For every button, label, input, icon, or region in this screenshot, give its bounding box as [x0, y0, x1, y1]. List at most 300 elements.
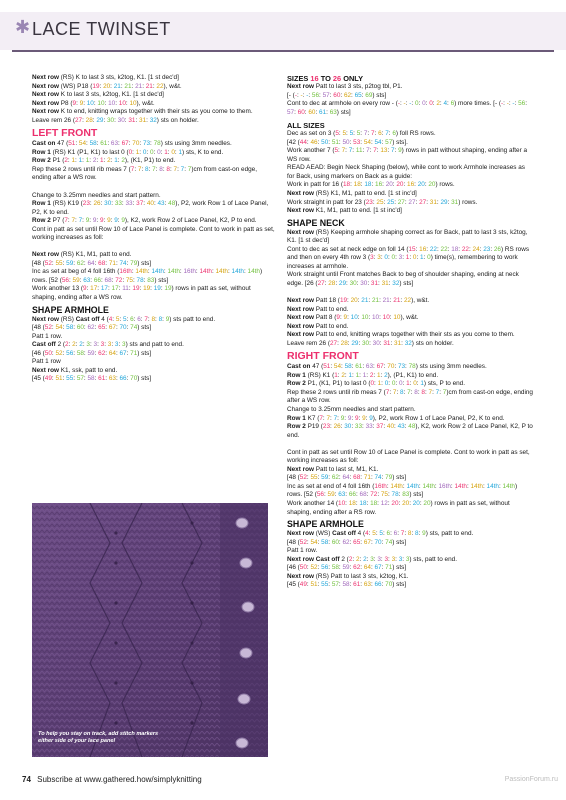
text-run: : — [404, 423, 409, 431]
text-run: Dec as set on 3 ( — [287, 130, 336, 138]
text-run: : — [143, 276, 148, 284]
text-run: READ AEAD: Begin Neck Shaping (below), while cont to work Armhole increases as for Back, using markers on Back as a guide: — [287, 164, 525, 180]
size-value: 37 — [376, 423, 384, 431]
instruction-paragraph — [287, 323, 533, 332]
size-value: 10 — [371, 314, 380, 322]
text-run: : — [104, 99, 109, 107]
text-run: Work straight until Front matches Back to beg of shoulder shaping, ending at neck edge. [26 ( — [287, 271, 519, 287]
text-run: Next row — [287, 305, 314, 313]
text-run: : — [227, 268, 232, 276]
spacer — [32, 183, 276, 192]
text-run: : — [118, 140, 122, 148]
size-value: 7 — [341, 147, 346, 155]
text-run: : — [359, 371, 363, 379]
size-value: 61 — [319, 108, 327, 116]
size-value: 14th — [151, 268, 164, 276]
text-run: : — [415, 245, 420, 253]
text-run: : — [83, 259, 88, 267]
size-value: 3 — [370, 254, 374, 262]
size-value: 64 — [342, 474, 350, 482]
text-run: : — [121, 200, 126, 208]
text-run: : — [411, 100, 415, 108]
instruction-paragraph — [32, 74, 276, 83]
text-run: : — [328, 474, 332, 482]
text-run: : — [375, 530, 380, 538]
text-run: : — [328, 564, 332, 572]
size-value: 5 — [342, 130, 346, 138]
size-value: 6 — [450, 100, 455, 108]
text-run: Next row — [287, 331, 314, 339]
text-run: : — [366, 555, 371, 563]
text-run: : — [140, 315, 145, 323]
size-value: 2 — [72, 341, 76, 349]
text-run: Patt to end. — [314, 305, 349, 313]
page-footer — [22, 775, 202, 784]
text-run: [- ( — [287, 91, 295, 99]
size-value: 3 — [377, 555, 381, 563]
size-value: 14th — [231, 268, 244, 276]
text-run: Cast off — [32, 341, 56, 349]
header-rule — [12, 50, 554, 52]
size-value: 50 — [44, 349, 52, 357]
size-value: 31 — [139, 116, 147, 124]
text-run: : — [133, 315, 138, 323]
size-value: 6 — [393, 530, 398, 538]
text-run: : — [103, 157, 108, 165]
size-value: 0 — [398, 380, 403, 388]
text-run: : — [82, 116, 86, 124]
size-value: - — [294, 91, 297, 99]
text-run: : — [338, 474, 343, 482]
size-value: 66 — [93, 276, 101, 284]
size-value: 61 — [353, 581, 361, 589]
size-value: 1 — [362, 371, 367, 379]
text-run: 47 ( — [310, 363, 324, 371]
text-run: : — [439, 100, 444, 108]
size-value: 7 — [400, 530, 405, 538]
text-run: : — [345, 491, 349, 499]
size-value: 7 — [385, 388, 390, 396]
text-run: : — [346, 279, 350, 287]
size-value: 56 — [61, 276, 69, 284]
text-run: : — [184, 165, 188, 173]
text-run: : — [89, 217, 93, 225]
size-value: 33 — [354, 423, 363, 431]
text-run: : — [82, 157, 86, 165]
text-run: ) sts, P to end. — [423, 380, 466, 388]
size-value: 30 — [344, 423, 352, 431]
size-value: 75 — [125, 276, 133, 284]
text-run: : — [83, 324, 88, 332]
size-value: 20 — [417, 181, 425, 189]
text-run: : — [416, 254, 421, 262]
size-value: 30 — [104, 200, 112, 208]
text-run: ) sts] — [392, 581, 407, 589]
instruction-paragraph — [287, 314, 533, 323]
size-value: 1 — [405, 254, 410, 262]
text-run: : — [97, 341, 101, 349]
size-value: 62 — [76, 259, 84, 267]
text-run: : — [394, 198, 398, 206]
text-run: : — [380, 555, 385, 563]
text-run: : — [345, 147, 349, 155]
size-value: 66 — [348, 491, 356, 499]
photo-caption: To help you stay on track, add stitch markers either side of your lace panel — [38, 731, 159, 744]
size-value: 8 — [166, 165, 170, 173]
size-value: 59 — [321, 474, 329, 482]
text-run: : — [110, 217, 115, 225]
text-run: : — [351, 91, 355, 99]
text-run: ) sts] — [392, 564, 407, 572]
text-run: ), P2, work Row 1 of Lace Panel, P2, K to end. — [372, 414, 505, 422]
text-run: : — [366, 371, 370, 379]
text-run: : — [358, 339, 362, 347]
size-value: 60 — [297, 108, 305, 116]
size-value: 7 — [78, 217, 83, 225]
text-run: : — [139, 285, 144, 293]
text-run: : — [399, 100, 404, 108]
text-run: : — [426, 198, 430, 206]
size-value: 18 — [359, 499, 367, 507]
size-value: 63 — [363, 581, 371, 589]
text-run: : — [418, 482, 423, 490]
text-run: : — [387, 147, 391, 155]
text-run: : — [131, 82, 136, 90]
size-value: 70 — [130, 375, 138, 383]
size-value: 7 — [64, 217, 68, 225]
right-column — [287, 74, 533, 590]
text-run: : — [92, 116, 97, 124]
size-value: 59 — [342, 564, 350, 572]
text-run: ALL SIZES — [287, 121, 325, 131]
instruction-paragraph — [287, 573, 533, 582]
text-run: : — [349, 474, 354, 482]
size-value: 25 — [376, 198, 384, 206]
size-value: 79 — [385, 474, 393, 482]
text-run: : — [381, 474, 386, 482]
text-run: : — [373, 254, 378, 262]
text-run: )cm from cast-on edge, ending after a WS row. — [32, 165, 258, 182]
size-value: 0 — [149, 148, 154, 156]
text-run: : — [99, 82, 104, 90]
subscribe-link[interactable]: Subscribe at www.gathered.how/simplyknitting — [37, 775, 202, 784]
size-value: 2 — [341, 371, 345, 379]
text-run: : — [514, 100, 519, 108]
instruction-paragraph — [32, 341, 276, 350]
instruction-paragraph — [287, 164, 533, 181]
text-run: : — [341, 363, 345, 371]
text-run: : — [352, 371, 356, 379]
text-run: : — [317, 538, 322, 546]
size-value: 25 — [387, 198, 395, 206]
size-value: 54 — [310, 538, 318, 546]
size-value: 53 — [353, 138, 361, 146]
instruction-paragraph — [32, 157, 276, 166]
text-run: : — [82, 341, 87, 349]
size-value: 7 — [326, 414, 331, 422]
text-run: : — [94, 375, 99, 383]
text-run: : — [110, 82, 114, 90]
text-run: : — [370, 474, 375, 482]
text-run: : — [374, 380, 378, 388]
text-run: : — [466, 482, 471, 490]
size-value: 14th — [486, 482, 499, 490]
text-run: Row 1 — [287, 414, 306, 422]
text-run: ) sts] — [409, 491, 424, 499]
size-value: 58 — [321, 538, 329, 546]
size-value: 75 — [380, 491, 388, 499]
text-run: : — [93, 99, 98, 107]
text-run: : — [360, 130, 364, 138]
text-run: : — [150, 140, 154, 148]
size-value: 31 — [394, 339, 402, 347]
text-run: : — [419, 499, 424, 507]
instruction-paragraph — [32, 192, 276, 201]
size-value: 6 — [392, 130, 396, 138]
text-run: : — [83, 99, 87, 107]
size-value: 5 — [372, 530, 376, 538]
size-value: 0 — [414, 100, 419, 108]
text-run: : — [105, 349, 109, 357]
text-run: : — [164, 200, 169, 208]
size-value: 23 — [365, 198, 373, 206]
size-value: 27 — [317, 279, 325, 287]
text-run: : — [163, 268, 168, 276]
text-run: Next row — [32, 315, 59, 323]
size-value: 52 — [55, 349, 63, 357]
size-value: 4 — [443, 100, 447, 108]
text-run: : — [396, 388, 400, 396]
size-value: 9 — [121, 217, 125, 225]
size-value: 52 — [299, 538, 307, 546]
size-value: 15 — [408, 245, 416, 253]
text-run: : — [381, 538, 386, 546]
text-run: : — [352, 147, 356, 155]
size-value: 2 — [436, 100, 440, 108]
instruction-paragraph — [287, 466, 533, 475]
size-value: 3 — [384, 555, 388, 563]
size-value: 7 — [180, 165, 185, 173]
text-run: Next row — [287, 83, 314, 90]
size-value: 70 — [387, 363, 395, 371]
size-value: 74 — [130, 324, 138, 332]
size-value: 21 — [382, 296, 390, 304]
size-value: 23 — [322, 423, 330, 431]
text-run: ), (K1, P1) to end. — [124, 157, 176, 165]
size-value: 52 — [310, 564, 318, 572]
text-run: Change to 3.25mm needles and start pattern. — [32, 191, 161, 199]
text-run: [48 ( — [287, 538, 300, 546]
text-run: : — [96, 157, 100, 165]
text-run: : — [150, 285, 154, 293]
text-run: : — [322, 414, 327, 422]
size-value: 10 — [350, 314, 358, 322]
text-run: : — [340, 423, 345, 431]
instruction-paragraph — [32, 375, 276, 384]
text-run: : — [132, 148, 136, 156]
text-run: : — [146, 116, 150, 124]
text-run: Patt 1 row. — [32, 332, 63, 340]
text-run: : — [142, 82, 146, 90]
instruction-paragraph — [32, 91, 276, 100]
text-run: ), K2, work Row 2 of Lace Panel, K2, P to end. — [124, 217, 257, 225]
size-value: 55 — [55, 259, 63, 267]
text-run: ) sts] — [336, 108, 351, 116]
text-run: Cont to dec at armhole on every row - ( — [287, 100, 398, 108]
size-value: 5 — [379, 530, 383, 538]
size-value: 14th — [422, 482, 435, 490]
text-run: : — [94, 259, 99, 267]
text-run: Patt to end. — [314, 322, 349, 330]
text-run: : — [115, 324, 120, 332]
text-run: : — [338, 147, 342, 155]
text-run: : — [338, 538, 343, 546]
text-run: : — [373, 555, 378, 563]
size-value: 7 — [428, 388, 433, 396]
size-value: 57 — [331, 581, 339, 589]
size-value: 22 — [440, 245, 448, 253]
instruction-paragraph — [287, 181, 533, 190]
text-run: Work in patt for 16 ( — [287, 181, 343, 189]
text-run: Cast off — [315, 555, 340, 563]
size-value: - — [300, 91, 303, 99]
size-value: 16th — [374, 482, 387, 490]
size-value: 14th — [406, 482, 419, 490]
text-run: )cm from cast-on edge, ending after a WS row. — [287, 388, 533, 405]
size-value: 9 — [422, 530, 426, 538]
asterisk-icon: ✱ — [15, 17, 31, 38]
text-run: : — [139, 140, 143, 148]
text-run: Next row — [287, 322, 314, 330]
size-value: 44 — [299, 138, 307, 146]
text-run: : — [132, 276, 137, 284]
size-value: 4 — [365, 530, 369, 538]
text-run: : — [96, 140, 101, 148]
instruction-paragraph — [287, 474, 533, 483]
text-run: : — [111, 341, 115, 349]
size-value: 65 — [98, 324, 106, 332]
size-value: 51 — [55, 375, 63, 383]
size-value: 13 — [380, 147, 388, 155]
text-run: : — [73, 349, 77, 357]
size-value: 50 — [299, 564, 307, 572]
size-value: 50 — [321, 138, 329, 146]
size-value: 3 — [377, 254, 381, 262]
size-value: 1 — [71, 157, 76, 165]
text-run: TO — [318, 74, 333, 83]
text-run: : — [394, 363, 398, 371]
text-run: ) sts] — [372, 91, 387, 99]
instruction-paragraph — [287, 372, 533, 381]
size-value: 11 — [355, 147, 363, 155]
text-run: : — [381, 380, 385, 388]
size-value: 20 — [396, 181, 404, 189]
size-value: 46 — [310, 138, 318, 146]
size-value: 58 — [331, 564, 339, 572]
size-value: 54 — [363, 138, 371, 146]
text-run: : — [304, 108, 309, 116]
size-value: 19 — [143, 285, 151, 293]
size-value: 40 — [146, 200, 154, 208]
size-value: 0 — [412, 254, 417, 262]
size-value: 29 — [96, 116, 104, 124]
size-value: 67 — [108, 324, 116, 332]
text-run: : — [398, 491, 403, 499]
text-run: : — [330, 363, 334, 371]
text-run: [48 ( — [32, 259, 45, 267]
text-run: Cast on — [287, 363, 311, 371]
text-run: ) sts] — [137, 259, 152, 267]
text-run: : — [436, 198, 441, 206]
text-run: : — [160, 148, 165, 156]
text-run: : — [369, 147, 374, 155]
text-run: : — [330, 414, 334, 422]
size-value: 14th — [470, 482, 483, 490]
text-run: : — [73, 324, 77, 332]
text-run: : — [153, 148, 158, 156]
text-run: (RS) K1 ( — [305, 371, 335, 379]
text-run: Work another 7 ( — [287, 147, 335, 155]
text-run: : — [370, 538, 375, 546]
text-run: ) sts and patt to end. — [125, 341, 184, 349]
text-run: Next row — [32, 82, 59, 90]
text-run: : — [360, 474, 364, 482]
text-run: : — [89, 157, 93, 165]
size-value: 8 — [400, 388, 404, 396]
size-value: 7 — [152, 165, 156, 173]
size-value: 10 — [118, 99, 126, 107]
instruction-paragraph — [32, 251, 276, 260]
instruction-paragraph — [287, 406, 533, 415]
size-value: 57 — [322, 91, 330, 99]
size-value: 51 — [68, 140, 76, 148]
size-value: 72 — [115, 276, 123, 284]
text-run: : — [330, 423, 334, 431]
size-value: 9 — [99, 217, 104, 225]
size-value: 2 — [348, 555, 353, 563]
text-run: : — [411, 530, 416, 538]
text-run: : — [100, 200, 105, 208]
size-value: 1 — [376, 371, 381, 379]
text-run: : — [409, 380, 414, 388]
text-run: : — [323, 491, 328, 499]
text-run: : — [376, 147, 381, 155]
text-run: P8 ( — [59, 99, 73, 107]
instruction-paragraph — [32, 316, 276, 325]
instruction-paragraph — [32, 108, 276, 117]
text-run: K1, M1, patt to end. [1 st inc'd] — [314, 207, 402, 215]
text-run: : — [432, 388, 436, 396]
size-value: 31 — [128, 116, 136, 124]
size-value: 7 — [137, 165, 142, 173]
text-run: : — [306, 564, 311, 572]
text-run: : — [414, 181, 418, 189]
size-value: 20 — [423, 499, 431, 507]
text-run: : — [373, 363, 377, 371]
text-run: : — [120, 82, 125, 90]
size-value: 7 — [319, 414, 323, 422]
text-run: Next row — [32, 108, 59, 116]
text-run: : — [403, 388, 408, 396]
text-run: K to end, knitting wraps together with their sts as you come to them. — [59, 108, 253, 116]
size-value: 61 — [100, 140, 108, 148]
instruction-paragraph — [287, 340, 533, 349]
text-run: : — [360, 581, 364, 589]
instruction-paragraph — [32, 200, 276, 217]
size-value: 19 — [92, 82, 100, 90]
text-run: : — [107, 140, 111, 148]
size-value: 3 — [398, 555, 403, 563]
